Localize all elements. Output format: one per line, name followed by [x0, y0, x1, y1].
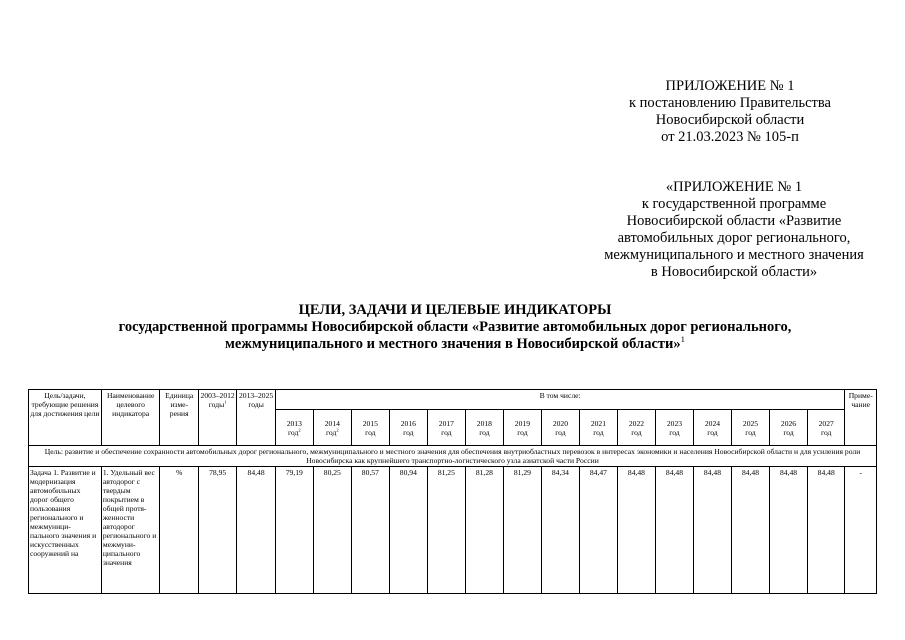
year-header — [808, 410, 845, 446]
year-header — [770, 410, 808, 446]
value-cell: 84,47 — [579, 467, 617, 594]
header-period1 — [198, 390, 236, 446]
table-row — [29, 467, 877, 594]
year-suffix — [581, 428, 616, 437]
header-note: Приме-чание — [845, 390, 877, 446]
year-suffix — [353, 428, 388, 437]
year-header — [731, 410, 769, 446]
annex1-line: от 21.03.2023 № 105-п — [661, 129, 799, 145]
year-label: 2013 — [286, 419, 302, 428]
annex2-line: к государственной программе — [641, 196, 827, 212]
year-header — [351, 410, 389, 446]
header-indicator: Наименование целевого индикатора — [101, 390, 160, 446]
year-suffix-text: год — [669, 428, 680, 437]
year-header — [503, 410, 541, 446]
header-row — [29, 390, 877, 410]
year-header — [655, 410, 693, 446]
year-suffix — [657, 428, 692, 437]
year-label: 2020 — [552, 419, 568, 428]
year-suffix-text: год — [441, 428, 452, 437]
year-suffix-text: год — [287, 428, 299, 437]
title-line: государственной программы Новосибирской области «Развитие автомобильных дорог регионального, — [118, 319, 792, 335]
year-label: 2018 — [476, 419, 492, 428]
year-header — [465, 410, 503, 446]
annex2-line: автомобильных дорог регионального, — [617, 230, 851, 246]
year-suffix — [391, 428, 426, 437]
footnote-mark: 1 — [224, 399, 227, 405]
value-cell: 84,34 — [541, 467, 579, 594]
header-including: В том числе: — [275, 390, 845, 410]
year-suffix-text: год — [707, 428, 718, 437]
year-label: 2024 — [704, 419, 721, 428]
value-cell: 84,48 — [655, 467, 693, 594]
year-label: 2017 — [438, 419, 454, 428]
year-label: 2022 — [628, 419, 645, 428]
task-cell: Задача 1. Развитие и модернизация автомобильных дорог общего пользования регионального и межмуници-пального значения и искусственных сооружений на — [29, 467, 102, 594]
year-label: 2027 — [818, 419, 834, 428]
goal-cell: Цель: развитие и обеспечение сохранности автомобильных дорог регионального, межмуниципального и местного значения для обеспечения внутриобластных перевозок в интересах экономики и населения Новосибирской области и для усиления роли Новосибирска как крупнейшего транспортно-логистического узла азиатской части России — [29, 446, 877, 467]
annex2-line: Новосибирской области «Развитие — [626, 213, 842, 229]
approval-annex-block — [600, 78, 860, 146]
year-suffix — [695, 428, 730, 437]
value-cell: 81,29 — [503, 467, 541, 594]
year-suffix-text: год — [745, 428, 756, 437]
period1-cell: 78,95 — [198, 467, 236, 594]
year-label: 2014 — [324, 419, 340, 428]
value-cell: 79,19 — [275, 467, 313, 594]
year-suffix — [771, 428, 806, 437]
year-suffix — [467, 428, 502, 437]
goal-row — [29, 446, 877, 467]
note-cell: - — [845, 467, 877, 594]
year-header — [275, 410, 313, 446]
year-suffix-text: год — [365, 428, 376, 437]
value-cell: 80,94 — [389, 467, 427, 594]
year-suffix-text: год — [821, 428, 832, 437]
year-label: 2021 — [590, 419, 607, 428]
year-suffix — [543, 428, 578, 437]
annex2-line: межмуниципального и местного значения — [604, 247, 864, 263]
year-suffix — [429, 428, 464, 437]
indicator-cell: 1. Удельный вес автодорог с твердым покрытием в общей протя-женности автодорог регионального и межмуни-ципального значения — [101, 467, 160, 594]
value-cell: 84,48 — [617, 467, 655, 594]
year-suffix-text: год — [631, 428, 642, 437]
annex2-line: «ПРИЛОЖЕНИЕ № 1 — [665, 179, 803, 195]
year-header — [427, 410, 465, 446]
year-suffix — [809, 428, 843, 437]
title-line: ЦЕЛИ, ЗАДАЧИ И ЦЕЛЕВЫЕ ИНДИКАТОРЫ — [298, 302, 612, 318]
year-suffix — [277, 428, 312, 437]
annex2-line: в Новосибирской области» — [650, 264, 818, 280]
year-suffix-text: год — [517, 428, 528, 437]
indicators-table — [28, 389, 877, 594]
year-header — [541, 410, 579, 446]
year-suffix-text: год — [593, 428, 604, 437]
year-suffix-text: год — [479, 428, 490, 437]
header-goal: Цель/задачи, требующие решения для достижения цели — [29, 390, 102, 446]
header-period2: 2013–2025 годы — [237, 390, 275, 446]
year-suffix — [733, 428, 768, 437]
value-cell: 80,57 — [351, 467, 389, 594]
year-label: 2025 — [742, 419, 759, 428]
header-unit: Единица изме-рения — [160, 390, 198, 446]
year-label: 2023 — [666, 419, 683, 428]
header-period1-label: 2003–2012 годы — [200, 391, 235, 409]
year-suffix-text: год — [555, 428, 566, 437]
period2-cell: 84,48 — [237, 467, 275, 594]
title-line: межмуниципального и местного значения в Новосибирской области» — [225, 336, 681, 352]
value-cell: 84,48 — [731, 467, 769, 594]
value-cell: 81,28 — [465, 467, 503, 594]
year-header — [617, 410, 655, 446]
year-label: 2016 — [400, 419, 416, 428]
value-cell: 84,48 — [693, 467, 731, 594]
year-label: 2015 — [362, 419, 378, 428]
annex1-line: ПРИЛОЖЕНИЕ № 1 — [665, 78, 795, 94]
unit-cell: % — [160, 467, 198, 594]
year-header — [693, 410, 731, 446]
footnote-mark: 2 — [298, 427, 301, 433]
year-suffix — [505, 428, 540, 437]
year-suffix — [315, 428, 350, 437]
year-suffix-text: год — [403, 428, 414, 437]
year-header — [389, 410, 427, 446]
value-cell: 80,25 — [313, 467, 351, 594]
year-header — [579, 410, 617, 446]
year-label: 2019 — [514, 419, 530, 428]
footnote-mark: 1 — [680, 334, 685, 345]
year-header — [313, 410, 351, 446]
year-label: 2026 — [780, 419, 797, 428]
annex1-line: Новосибирской области — [655, 112, 805, 128]
title-line-3 — [60, 336, 850, 353]
year-suffix-text: год — [783, 428, 794, 437]
document-title — [60, 302, 850, 353]
year-suffix — [619, 428, 654, 437]
annex1-line: к постановлению Правительства — [629, 95, 831, 111]
footnote-mark: 2 — [336, 427, 339, 433]
value-cell: 84,48 — [770, 467, 808, 594]
value-cell: 84,48 — [808, 467, 845, 594]
value-cell: 81,25 — [427, 467, 465, 594]
year-suffix-text: год — [325, 428, 337, 437]
program-annex-block — [590, 179, 878, 281]
